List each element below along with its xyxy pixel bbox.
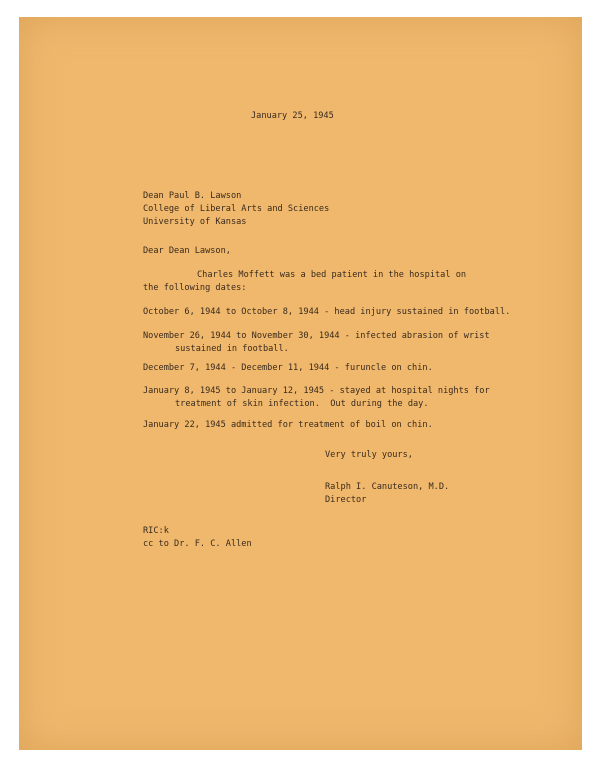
date-entry-5: January 22, 1945 admitted for treatment of boil on chin. <box>143 420 433 430</box>
recipient-university: University of Kansas <box>143 217 247 227</box>
recipient-college: College of Liberal Arts and Sciences <box>143 204 330 214</box>
letter-body <box>19 17 582 750</box>
date-entry-4-line-1: January 8, 1945 to January 12, 1945 - stayed at hospital nights for <box>143 386 490 396</box>
typist-initials: RIC:k <box>143 526 169 536</box>
closing: Very truly yours, <box>325 450 413 460</box>
salutation: Dear Dean Lawson, <box>143 246 231 256</box>
date-entry-1: October 6, 1944 to October 8, 1944 - head injury sustained in football. <box>143 307 511 317</box>
letter-page <box>19 17 582 750</box>
recipient-name: Dean Paul B. Lawson <box>143 191 242 201</box>
date-entry-3: December 7, 1944 - December 11, 1944 - furuncle on chin. <box>143 363 433 373</box>
date-entry-4-line-2: treatment of skin infection. Out during the day. <box>175 399 429 409</box>
intro-line-2: the following dates: <box>143 283 247 293</box>
signature-name: Ralph I. Canuteson, M.D. <box>325 482 450 492</box>
date-entry-2-line-2: sustained in football. <box>175 344 289 354</box>
signature-title: Director <box>325 495 367 505</box>
intro-line-1: Charles Moffett was a bed patient in the hospital on <box>197 270 467 280</box>
date-entry-2-line-1: November 26, 1944 to November 30, 1944 - infected abrasion of wrist <box>143 331 490 341</box>
carbon-copy-line: cc to Dr. F. C. Allen <box>143 539 252 549</box>
letter-date: January 25, 1945 <box>251 111 334 121</box>
